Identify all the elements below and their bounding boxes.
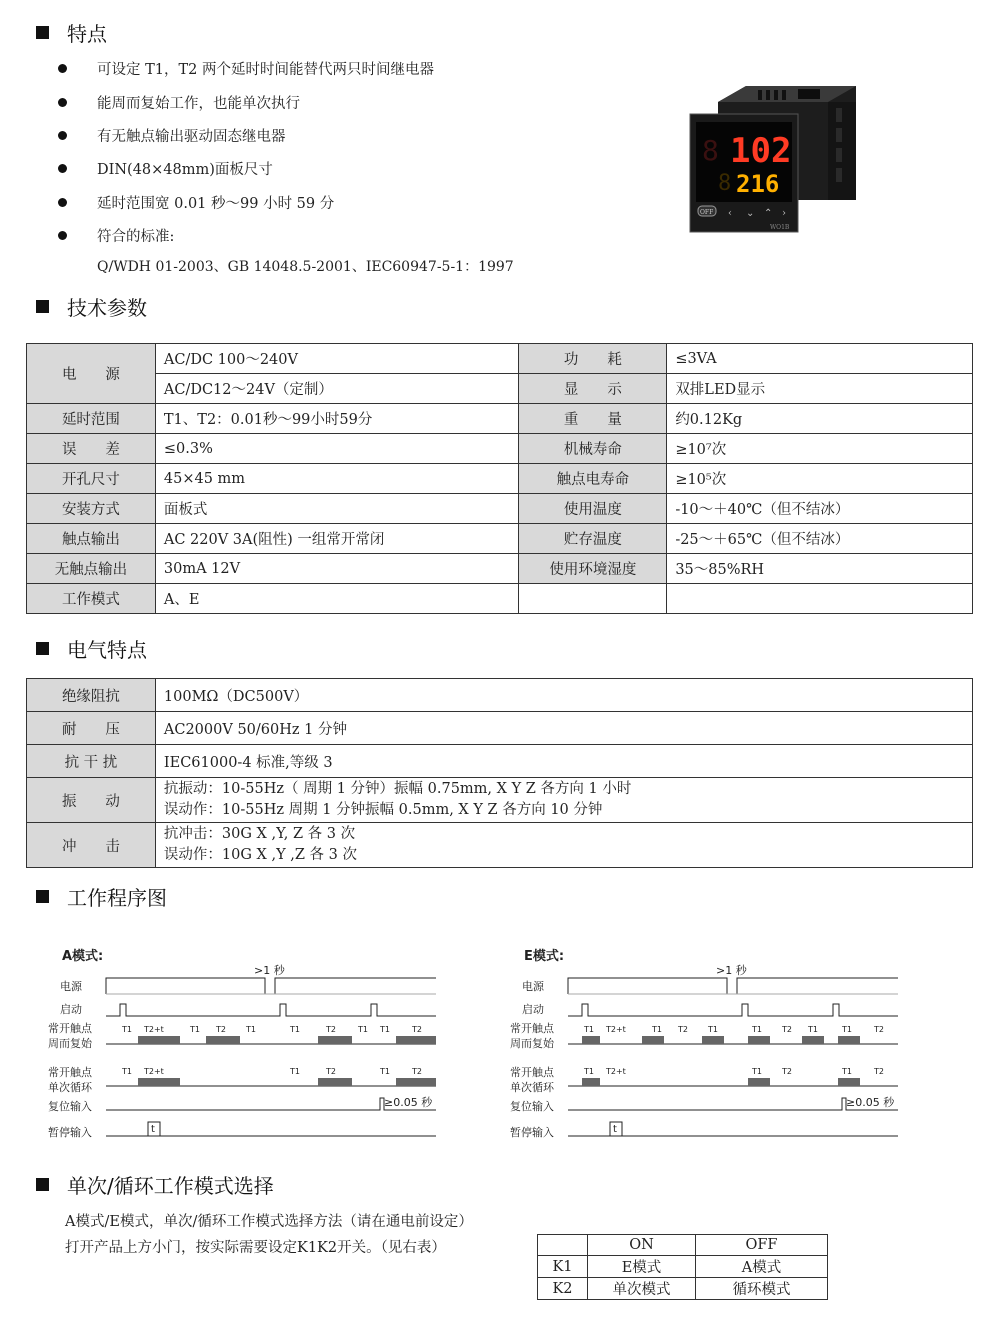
feature-item — [58, 52, 618, 85]
param-label: 贮存温度 — [519, 524, 667, 554]
elec-value: AC2000V 50/60Hz 1 分钟 — [155, 712, 972, 745]
row-label: 暂停输入 — [48, 1126, 92, 1139]
section-title-mode-select — [36, 1170, 274, 1199]
elec-value — [155, 778, 972, 823]
display-label: 显 示 — [519, 374, 667, 404]
feature-text: 延时范围宽 0.01 秒～99 小时 59 分 — [97, 195, 335, 212]
pulse-label: T1 — [584, 1067, 594, 1076]
table-row — [538, 1278, 828, 1300]
table-cell: A模式 — [696, 1256, 828, 1278]
param-label: 触点电寿命 — [519, 464, 667, 494]
timing-a-title: A模式: — [62, 949, 104, 964]
param-value: A、E — [155, 584, 519, 614]
row-label: 单次循环 — [510, 1081, 554, 1094]
table-row — [27, 712, 973, 745]
param-label: 无触点输出 — [27, 554, 156, 584]
ge005-label: ≥0.05 秒 — [384, 1096, 433, 1109]
feature-text: DIN(48×48mm)面板尺寸 — [97, 162, 273, 179]
k-switch-table — [537, 1234, 828, 1300]
electrical-table — [26, 678, 973, 868]
display-value: 双排LED显示 — [667, 374, 973, 404]
elec-label: 振 动 — [27, 778, 156, 823]
elec-value: 100MΩ（DC500V） — [155, 679, 972, 712]
param-value: 约0.12Kg — [667, 404, 973, 434]
pulse-label: T2 — [678, 1025, 688, 1034]
table-row — [538, 1256, 828, 1278]
elec-line: 抗振动：10-55Hz（ 周期 1 分钟）振幅 0.75mm, X Y Z 各方向 1 小时 — [163, 781, 632, 797]
consume-value: ≤3VA — [667, 344, 973, 374]
elec-value: IEC61000-4 标准,等级 3 — [155, 745, 972, 778]
pulse-label: T2+t — [144, 1067, 164, 1076]
pulse-label: T1 — [380, 1025, 390, 1034]
bullet-dot-icon — [58, 131, 67, 140]
table-cell: K2 — [538, 1278, 588, 1300]
consume-label: 功 耗 — [519, 344, 667, 374]
pulse-label: T2+t — [606, 1025, 626, 1034]
table-row — [27, 524, 973, 554]
feature-text: 可设定 T1，T2 两个延时时间能替代两只时间继电器 — [97, 62, 435, 79]
feature-item — [58, 119, 618, 152]
pulse-label: T2 — [216, 1025, 226, 1034]
svg-text:8: 8 — [718, 171, 732, 196]
svg-text:8: 8 — [702, 134, 719, 167]
row-label: 暂停输入 — [510, 1126, 554, 1139]
pulse-label: T1 — [652, 1025, 662, 1034]
param-value: 30mA 12V — [155, 554, 519, 584]
row-label: 启动 — [522, 1003, 544, 1016]
pulse-label: T1 — [842, 1067, 852, 1076]
elec-line: 误动作：10-55Hz 周期 1 分钟振幅 0.5mm, X Y Z 各方向 10 分钟 — [163, 802, 603, 818]
bullet-dot-icon — [58, 231, 67, 240]
param-value: ≥10⁵次 — [667, 464, 973, 494]
pulse-label: T2 — [782, 1067, 792, 1076]
bullet-dot-icon — [58, 198, 67, 207]
section-bullet-square — [36, 26, 49, 39]
pulse-label: T1 — [122, 1025, 132, 1034]
pulse-label: T1 — [246, 1025, 256, 1034]
param-label: 重 量 — [519, 404, 667, 434]
pulse-label: T2 — [412, 1025, 422, 1034]
row-label: 常开触点 — [510, 1066, 554, 1079]
section-title-tech — [36, 292, 147, 321]
pulse-label: T2 — [326, 1025, 336, 1034]
pulse-label: T1 — [190, 1025, 200, 1034]
svg-text:›: › — [782, 208, 786, 219]
elec-line: 误动作：10G X ,Y ,Z 各 3 次 — [163, 847, 357, 863]
t-mark: t — [151, 1124, 155, 1135]
row-label: 复位输入 — [510, 1100, 554, 1113]
table-cell: K1 — [538, 1256, 588, 1278]
pulse-label: T2 — [782, 1025, 792, 1034]
row-label: 常开触点 — [510, 1022, 554, 1035]
pulse-label: T1 — [290, 1067, 300, 1076]
elec-label: 耐 压 — [27, 712, 156, 745]
pulse-label: T2 — [874, 1067, 884, 1076]
section-title-text: 特点 — [67, 22, 107, 46]
svg-text:‹: ‹ — [728, 208, 732, 219]
table-row — [27, 464, 973, 494]
row-label: 启动 — [60, 1003, 82, 1016]
feature-text: 符合的标准: — [97, 229, 175, 246]
param-label: 开孔尺寸 — [27, 464, 156, 494]
section-bullet-square — [36, 642, 49, 655]
pulse-label: T1 — [752, 1067, 762, 1076]
table-cell: 单次模式 — [588, 1278, 696, 1300]
device-off-label: OFF — [700, 209, 714, 216]
timing-e-title: E模式: — [524, 949, 565, 964]
pulse-label: T2+t — [144, 1025, 164, 1034]
pulse-label: T1 — [380, 1067, 390, 1076]
row-label: 常开触点 — [48, 1066, 92, 1079]
power-value-2: AC/DC12～24V（定制） — [155, 374, 519, 404]
table-header-cell: OFF — [696, 1235, 828, 1256]
param-label: 触点输出 — [27, 524, 156, 554]
feature-item — [58, 152, 618, 185]
svg-text:⌄: ⌄ — [746, 208, 755, 219]
device-model-label: WO1B — [770, 224, 790, 231]
feature-item — [58, 219, 618, 252]
mode-select-line-2: 打开产品上方小门，按实际需要设定K1K2开关。（见右表） — [65, 1240, 446, 1256]
ge005-label: ≥0.05 秒 — [846, 1096, 895, 1109]
gt1-label: >1 秒 — [716, 964, 747, 977]
row-label: 单次循环 — [48, 1081, 92, 1094]
feature-item — [58, 186, 618, 219]
pulse-label: T1 — [290, 1025, 300, 1034]
table-row — [27, 404, 973, 434]
table-row — [27, 679, 973, 712]
bullet-dot-icon — [58, 98, 67, 107]
param-value: 45×45 mm — [155, 464, 519, 494]
table-row — [27, 745, 973, 778]
table-row — [27, 554, 973, 584]
param-value: ≥10⁷次 — [667, 434, 973, 464]
tech-params-table — [26, 343, 973, 614]
row-label: 电源 — [60, 980, 82, 993]
section-title-electrical — [36, 634, 147, 663]
param-value: T1、T2：0.01秒～99小时59分 — [155, 404, 519, 434]
param-value: ≤0.3% — [155, 434, 519, 464]
elec-label: 绝缘阻抗 — [27, 679, 156, 712]
section-title-text: 电气特点 — [67, 638, 147, 662]
pulse-label: T1 — [708, 1025, 718, 1034]
row-label: 常开触点 — [48, 1022, 92, 1035]
param-label: 机械寿命 — [519, 434, 667, 464]
pulse-label: T2 — [412, 1067, 422, 1076]
section-title-text: 单次/循环工作模式选择 — [67, 1174, 274, 1198]
row-label: 周而复始 — [48, 1037, 92, 1050]
param-value-empty — [667, 584, 973, 614]
param-label: 误 差 — [27, 434, 156, 464]
timing-diagram-a — [40, 936, 450, 1146]
power-value-1: AC/DC 100～240V — [155, 344, 519, 374]
section-title-timing — [36, 882, 167, 911]
table-cell: 循环模式 — [696, 1278, 828, 1300]
pulse-label: T1 — [842, 1025, 852, 1034]
section-bullet-square — [36, 1178, 49, 1191]
mode-select-line-1: A模式/E模式，单次/循环工作模式选择方法（请在通电前设定） — [65, 1214, 473, 1230]
param-label-empty — [519, 584, 667, 614]
pulse-label: T1 — [584, 1025, 594, 1034]
row-label: 复位输入 — [48, 1100, 92, 1113]
elec-value — [155, 823, 972, 868]
elec-label: 抗 干 扰 — [27, 745, 156, 778]
bullet-dot-icon — [58, 164, 67, 173]
table-row — [27, 494, 973, 524]
table-header-row — [538, 1235, 828, 1256]
elec-line: 抗冲击：30G X ,Y, Z 各 3 次 — [163, 826, 356, 842]
section-title-text: 工作程序图 — [67, 886, 167, 910]
table-row — [27, 823, 973, 868]
table-row — [27, 584, 973, 614]
param-value: AC 220V 3A(阻性) 一组常开常闭 — [155, 524, 519, 554]
feature-text: 能周而复始工作，也能单次执行 — [97, 95, 300, 112]
row-label: 电源 — [522, 980, 544, 993]
param-label: 安装方式 — [27, 494, 156, 524]
section-bullet-square — [36, 300, 49, 313]
table-row — [27, 778, 973, 823]
pulse-label: T1 — [808, 1025, 818, 1034]
param-label: 使用温度 — [519, 494, 667, 524]
timer-relay-device-image — [688, 84, 858, 234]
param-value: 35～85%RH — [667, 554, 973, 584]
param-label: 使用环境湿度 — [519, 554, 667, 584]
param-value: 面板式 — [155, 494, 519, 524]
t-mark: t — [613, 1124, 617, 1135]
pulse-label: T1 — [122, 1067, 132, 1076]
param-label: 延时范围 — [27, 404, 156, 434]
section-bullet-square — [36, 890, 49, 903]
timing-diagram-e — [502, 936, 912, 1146]
pulse-label: T2 — [326, 1067, 336, 1076]
table-row — [27, 434, 973, 464]
display-top-digits: 102 — [730, 131, 792, 171]
features-list — [58, 52, 618, 276]
svg-text:⌃: ⌃ — [764, 208, 773, 219]
bullet-dot-icon — [58, 64, 67, 73]
table-header-cell — [538, 1235, 588, 1256]
table-header-cell: ON — [588, 1235, 696, 1256]
table-cell: E模式 — [588, 1256, 696, 1278]
gt1-label: >1 秒 — [254, 964, 285, 977]
pulse-label: T2+t — [606, 1067, 626, 1076]
pulse-label: T1 — [358, 1025, 368, 1034]
feature-item — [58, 85, 618, 118]
section-title-features — [36, 18, 107, 47]
feature-text: 有无触点输出驱动固态继电器 — [97, 128, 286, 145]
display-bottom-digits: 216 — [736, 170, 780, 198]
elec-label: 冲 击 — [27, 823, 156, 868]
param-value: -25～＋65℃（但不结冰） — [667, 524, 973, 554]
standards-text: Q/WDH 01-2003、GB 14048.5-2001、IEC60947-5-1：1997 — [97, 259, 514, 276]
pulse-label: T1 — [752, 1025, 762, 1034]
section-title-text: 技术参数 — [67, 296, 147, 320]
row-label: 周而复始 — [510, 1037, 554, 1050]
pulse-label: T2 — [874, 1025, 884, 1034]
param-label: 工作模式 — [27, 584, 156, 614]
power-label: 电 源 — [27, 344, 156, 404]
param-value: -10～＋40℃（但不结冰） — [667, 494, 973, 524]
